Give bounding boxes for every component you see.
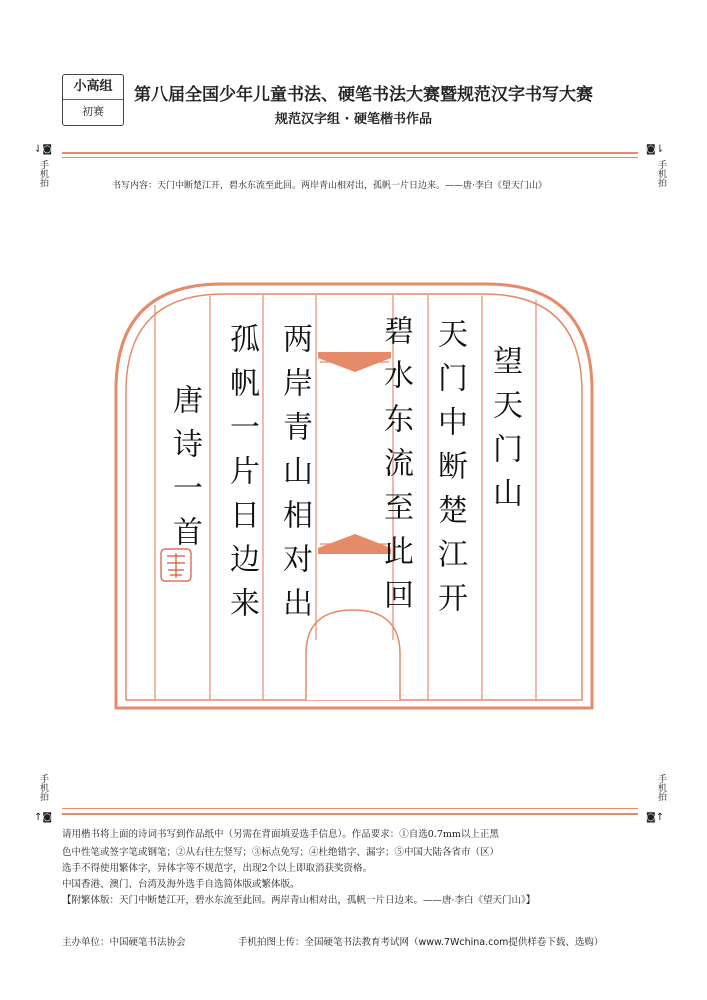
footer-upload-info: 手机拍图上传：全国硬笔书法教育考试网（www.7Wchina.com提供样卷下载、选购） bbox=[238, 937, 604, 948]
camera-icon-bottom-left: ↑◙ bbox=[34, 812, 53, 823]
margin-label-top-left: 手机拍 bbox=[38, 160, 48, 187]
instructions-line-3: 选手不得使用繁体字，异体字等不规范字，出现2个以上即取消获奖资格。 bbox=[62, 863, 373, 874]
camera-icon-bottom-right: ◙↑ bbox=[646, 812, 665, 823]
bottom-divider-thin bbox=[62, 808, 638, 809]
camera-icon-top-right: ◙⇂ bbox=[646, 144, 665, 155]
page-title: 第八届全国少年儿童书法、硬笔书法大赛暨规范汉字书写大赛 bbox=[134, 85, 593, 105]
writing-content: 书写内容：天门中断楚江开，碧水东流至此回。两岸青山相对出，孤帆一片日边来。——唐·李白《望天门山》 bbox=[112, 181, 547, 191]
margin-label-bottom-left: 手机拍 bbox=[38, 774, 48, 801]
poem-column-title: 望天门山 bbox=[487, 345, 522, 521]
badge-group-label: 小高组 bbox=[63, 75, 123, 100]
page-subtitle: 规范汉字组 · 硬笔楷书作品 bbox=[275, 112, 432, 127]
poem-column-line4: 孤帆一片日边来 bbox=[224, 323, 259, 631]
bottom-divider bbox=[62, 813, 638, 815]
instructions-traditional-version: 【附繁体版：天门中断楚江开，碧水东流至此回。两岸青山相对出，孤帆一片日边来。——唐·李白《望天门山》】 bbox=[62, 895, 536, 906]
poem-column-line1: 天门中断楚江开 bbox=[432, 318, 467, 626]
poem-column-line2: 碧水东流至此回 bbox=[378, 315, 413, 623]
badge-round-label: 初赛 bbox=[82, 105, 104, 118]
instructions-line-1: 请用楷书将上面的诗词书写到作品纸中（另需在背面填妥选手信息）。作品要求：①自选0.7mm以上正黑 bbox=[62, 829, 499, 840]
margin-label-bottom-right: 手机拍 bbox=[656, 774, 666, 801]
footer-organizer: 主办单位：中国硬笔书法协会 bbox=[62, 937, 186, 948]
instructions-line-2: 色中性笔或签字笔或钢笔；②从右往左竖写；③标点免写；④杜绝错字、漏字；⑤中国大陆各省市（区） bbox=[62, 847, 500, 858]
camera-icon-top-left: ⇃◙ bbox=[34, 144, 53, 155]
poem-column-signature: 唐诗一首 bbox=[167, 384, 202, 560]
instructions-line-4: 中国香港、澳门、台湾及海外选手自选简体版或繁体版。 bbox=[62, 879, 300, 890]
poem-column-line3: 两岸青山相对出 bbox=[277, 323, 312, 631]
margin-label-top-right: 手机拍 bbox=[656, 160, 666, 187]
